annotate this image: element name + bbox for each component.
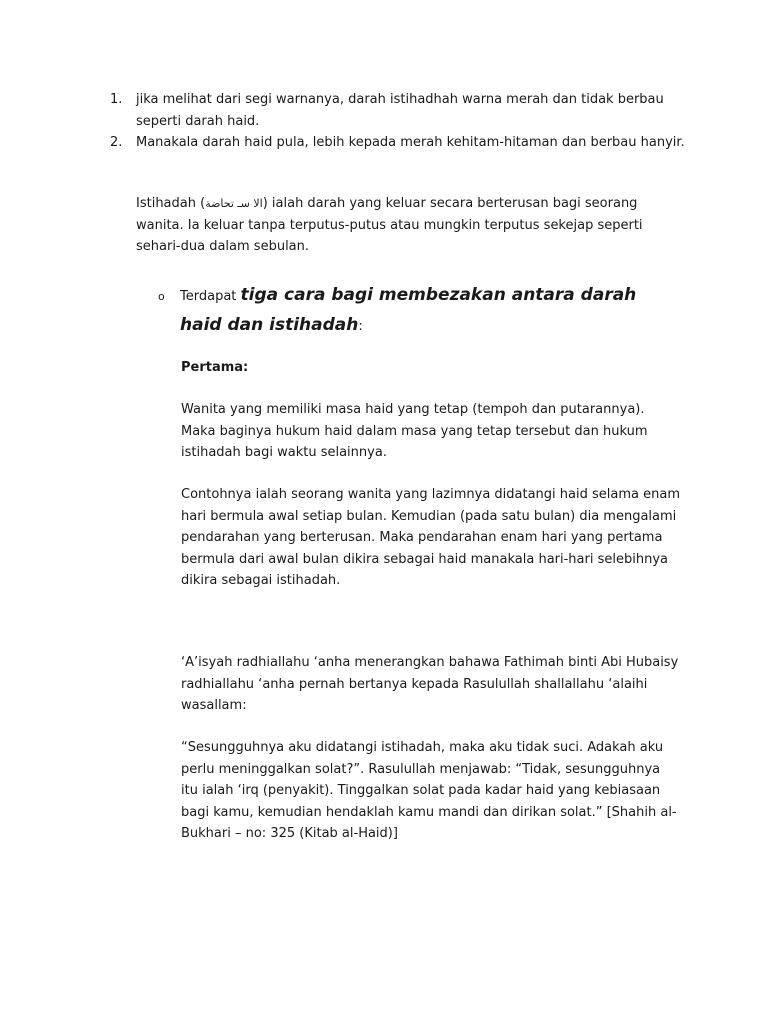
paragraph-1: Wanita yang memiliki masa haid yang tetap (tempoh dan putarannya). Maka baginya hukum haid dalam masa yang tetap tersebut dan hukum istihadah bagi waktu selainnya. bbox=[181, 402, 648, 460]
arabic-term: الا سـ تحاضة bbox=[205, 197, 263, 210]
list-item bbox=[110, 132, 710, 154]
circle-bullet-icon: o bbox=[158, 290, 165, 303]
list-item-text: jika melihat dari segi warnanya, darah istihadhah warna merah dan tidak berbau seperti darah haid. bbox=[136, 92, 664, 129]
intro-prefix: Istihadah ( bbox=[136, 196, 206, 211]
intro-suffix: ) ialah darah yang keluar secara berterusan bagi seorang wanita. Ia keluar tanpa terputus-putus atau mungkin terputus sekejap seperti sehari-dua dalam sebulan. bbox=[136, 196, 643, 254]
bullet-lead: Terdapat bbox=[180, 289, 241, 304]
paragraph-3: ‘A’isyah radhiallahu ‘anha menerangkan bahawa Fathimah binti Abi Hubaisy radhiallahu ‘anha pernah bertanya kepada Rasulullah shallallahu ‘alaihi wasallam: bbox=[181, 655, 679, 713]
bullet-tail: : bbox=[358, 319, 363, 334]
section-heading-pertama: Pertama: bbox=[181, 360, 249, 375]
bullet-emphasis: tiga cara bagi membezakan antara darah haid dan istihadah bbox=[180, 285, 637, 335]
paragraph-4: “Sesungguhnya aku didatangi istihadah, maka aku tidak suci. Adakah aku perlu meninggalkan solat?”. Rasulullah menjawab: “Tidak, sesungguhnya itu ialah ‘irq (penyakit). Tinggalkan solat pada kadar haid yang kebiasaan bagi kamu, kemudian hendaklah kamu mandi dan dirikan solat.” [Shahih al-Bukhari – no: 325 (Kitab al-Haid)] bbox=[181, 740, 677, 841]
list-item bbox=[110, 89, 710, 132]
numbered-list bbox=[110, 89, 710, 154]
bullet-heading bbox=[180, 281, 680, 341]
list-number: 2. bbox=[110, 135, 123, 150]
list-number: 1. bbox=[110, 92, 123, 107]
list-item-text: Manakala darah haid pula, lebih kepada merah kehitam-hitaman dan berbau hanyir. bbox=[136, 135, 685, 150]
intro-paragraph bbox=[136, 193, 676, 258]
paragraph-2: Contohnya ialah seorang wanita yang lazimnya didatangi haid selama enam hari bermula awal setiap bulan. Kemudian (pada satu bulan) dia mengalami pendarahan yang berterusan. Maka pendarahan enam hari yang pertama bermula dari awal bulan dikira sebagai haid manakala hari-hari selebihnya dikira sebagai istihadah. bbox=[181, 487, 680, 588]
